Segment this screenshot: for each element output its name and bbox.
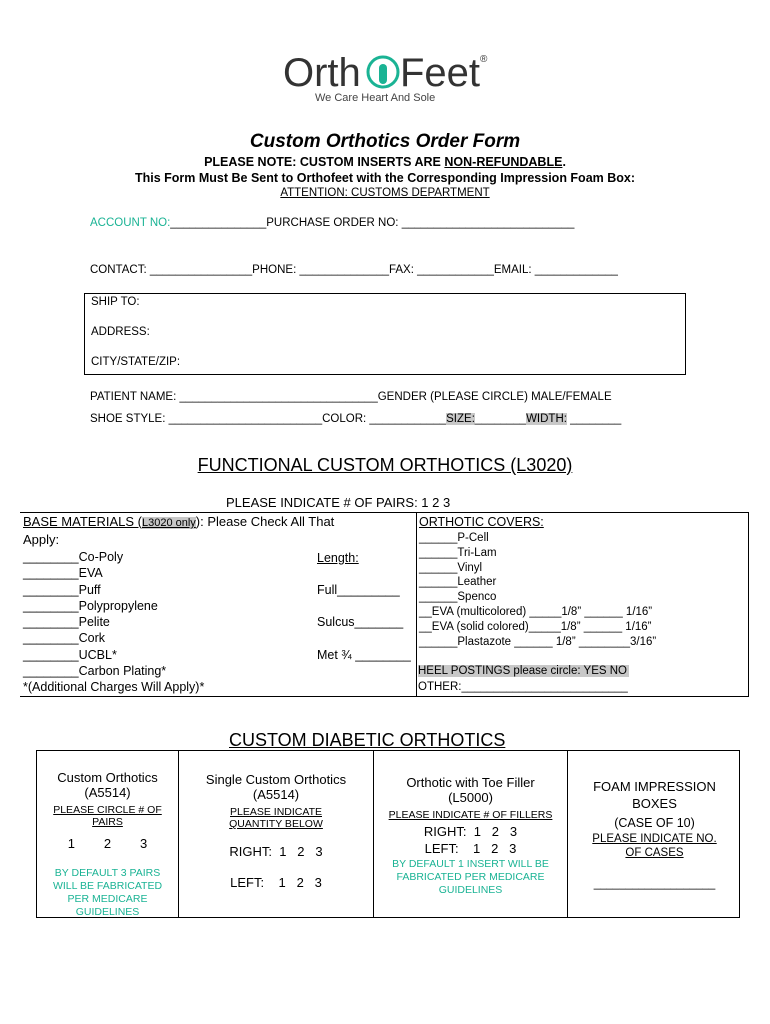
col1-code: (A5514) [84,785,131,800]
attention-line: ATTENTION: CUSTOMS DEPARTMENT [280,187,490,199]
width-field[interactable]: ________ [566,413,622,425]
col4-title: FOAM IMPRESSION BOXES [593,779,716,811]
base-heading-a: BASE MATERIALS ( [23,514,142,529]
refund-note [0,155,770,169]
base-item-eva[interactable]: ________EVA [23,566,103,581]
diabetic-col-foam-boxes [567,751,741,917]
size-label: SIZE: [446,413,475,425]
account-no-field[interactable]: _______________ [170,217,267,229]
diabetic-col-custom [37,751,178,917]
length-sulcus-field[interactable]: Sulcus_______ [317,615,404,629]
other-field[interactable]: OTHER:__________________________ [418,681,628,693]
cover-item-tri-lam[interactable]: ______Tri-Lam [419,546,497,559]
logo [283,48,493,110]
cover-item-eva-solid[interactable]: __EVA (solid colored)_____1/8” ______ 1/16” [419,620,652,633]
length-label: Length: [317,551,359,565]
col4-case: (CASE OF 10) [614,816,695,830]
pairs-line[interactable]: PLEASE INDICATE # OF PAIRS: 1 2 3 [226,495,451,510]
col2-title: Single Custom Orthotics [205,772,347,787]
logo-registered: ® [480,54,488,65]
base-materials-heading [23,514,334,529]
form-title: Custom Orthotics Order Form [249,131,521,152]
length-met-field[interactable]: Met ¾ ________ [317,648,411,662]
length-full-field[interactable]: Full_________ [317,583,400,597]
col3-left-options[interactable]: LEFT: 1 2 3 [424,841,517,856]
additional-charges-note: *(Additional Charges Will Apply)* [23,680,205,695]
refund-note-underlined: NON-REFUNDABLE [444,155,563,169]
col2-left-options[interactable]: LEFT: 1 2 3 [230,875,322,890]
shoe-line[interactable] [90,413,621,425]
contact-line[interactable]: CONTACT: ________________PHONE: ______________FAX: ____________EMAIL: _____________ [90,264,618,276]
col1-title: Custom Orthotics [57,770,158,785]
functional-box [20,512,749,697]
col2-instruction: PLEASE INDICATE QUANTITY BELOW [229,806,323,830]
refund-note-prefix: PLEASE NOTE: CUSTOM INSERTS ARE [204,155,445,169]
ship-to-label[interactable]: SHIP TO: [91,296,140,308]
base-materials-list [23,549,204,696]
covers-list [419,531,656,649]
col2-code: (A5514) [252,787,300,802]
base-heading-code: L3020 only [141,517,196,529]
cover-item-plastazote[interactable]: ______Plastazote ______ 1/8” ________3/16” [419,635,657,648]
col3-right-options[interactable]: RIGHT: 1 2 3 [423,824,518,839]
col3-code: (L5000) [448,790,493,805]
cover-item-p-cell[interactable]: ______P-Cell [419,532,489,544]
diabetic-table [36,750,740,918]
base-item-carbon-plating[interactable]: ________Carbon Plating* [23,664,167,679]
city-state-zip-label[interactable]: CITY/STATE/ZIP: [91,356,181,368]
account-no-label: ACCOUNT NO: [90,217,171,229]
diabetic-col-toe-filler [373,751,567,917]
logo-tagline: We Care Heart And Sole [315,92,436,104]
logo-foot-icon [283,48,493,98]
diabetic-col-single [178,751,373,917]
base-item-pelite[interactable]: ________Pelite [23,615,110,630]
base-item-puff[interactable]: ________Puff [23,582,101,597]
col3-instruction: PLEASE INDICATE # OF FILLERS [388,809,553,821]
patient-line[interactable]: PATIENT NAME: _______________________________GENDER (PLEASE CIRCLE) MALE/FEMALE [90,391,612,403]
col3-title: Orthotic with Toe Filler [406,775,535,790]
base-item-ucbl[interactable]: ________UCBL* [23,647,117,662]
logo-brand-right: Feet [400,51,481,95]
functional-heading: FUNCTIONAL CUSTOM ORTHOTICS (L3020) [197,455,573,475]
base-heading-b: ): Please Check All That [195,514,335,529]
cover-item-spenco[interactable]: ______Spenco [419,591,497,604]
base-heading-apply: Apply: [23,532,60,547]
refund-note-suffix: . [562,155,566,169]
col3-default-note: BY DEFAULT 1 INSERT WILL BE FABRICATED PER MEDICARE GUIDELINES [392,858,549,896]
cover-item-leather[interactable]: ______Leather [419,576,497,589]
size-field[interactable]: ________ [474,413,527,425]
cover-item-vinyl[interactable]: ______Vinyl [419,561,483,574]
col4-cases-field[interactable]: ___________________ [593,878,716,890]
base-item-polypropylene[interactable]: ________Polypropylene [23,598,158,613]
col1-default-note: BY DEFAULT 3 PAIRS WILL BE FABRICATED PER MEDICARE GUIDELINES [52,867,163,918]
account-line [90,217,574,229]
send-instruction: This Form Must Be Sent to Orthofeet with the Corresponding Impression Foam Box: [134,171,636,185]
col1-instruction: PLEASE CIRCLE # OF PAIRS [53,804,162,828]
address-label[interactable]: ADDRESS: [91,326,150,338]
purchase-order-field[interactable]: PURCHASE ORDER NO: ___________________________ [266,217,575,229]
shoe-color-fields[interactable]: SHOE STYLE: ________________________COLOR: ____________ [90,413,447,425]
covers-column [416,513,748,696]
base-item-cork[interactable]: ________Cork [23,631,106,646]
col1-pair-options[interactable]: 1 2 3 [67,836,148,851]
diabetic-heading: CUSTOM DIABETIC ORTHOTICS [229,730,506,750]
shipping-box [84,293,686,375]
col4-instruction: PLEASE INDICATE NO. OF CASES [592,833,717,859]
covers-heading: ORTHOTIC COVERS: [419,515,544,529]
col2-right-options[interactable]: RIGHT: 1 2 3 [229,844,323,859]
width-label: WIDTH: [526,413,567,425]
heel-postings[interactable]: HEEL POSTINGS please circle: YES NO [418,665,627,677]
base-item-co-poly[interactable]: ________Co-Poly [23,550,124,564]
logo-brand-left: Orth [283,51,361,95]
cover-item-eva-multicolored[interactable]: __EVA (multicolored) _____1/8” ______ 1/16” [419,605,653,618]
